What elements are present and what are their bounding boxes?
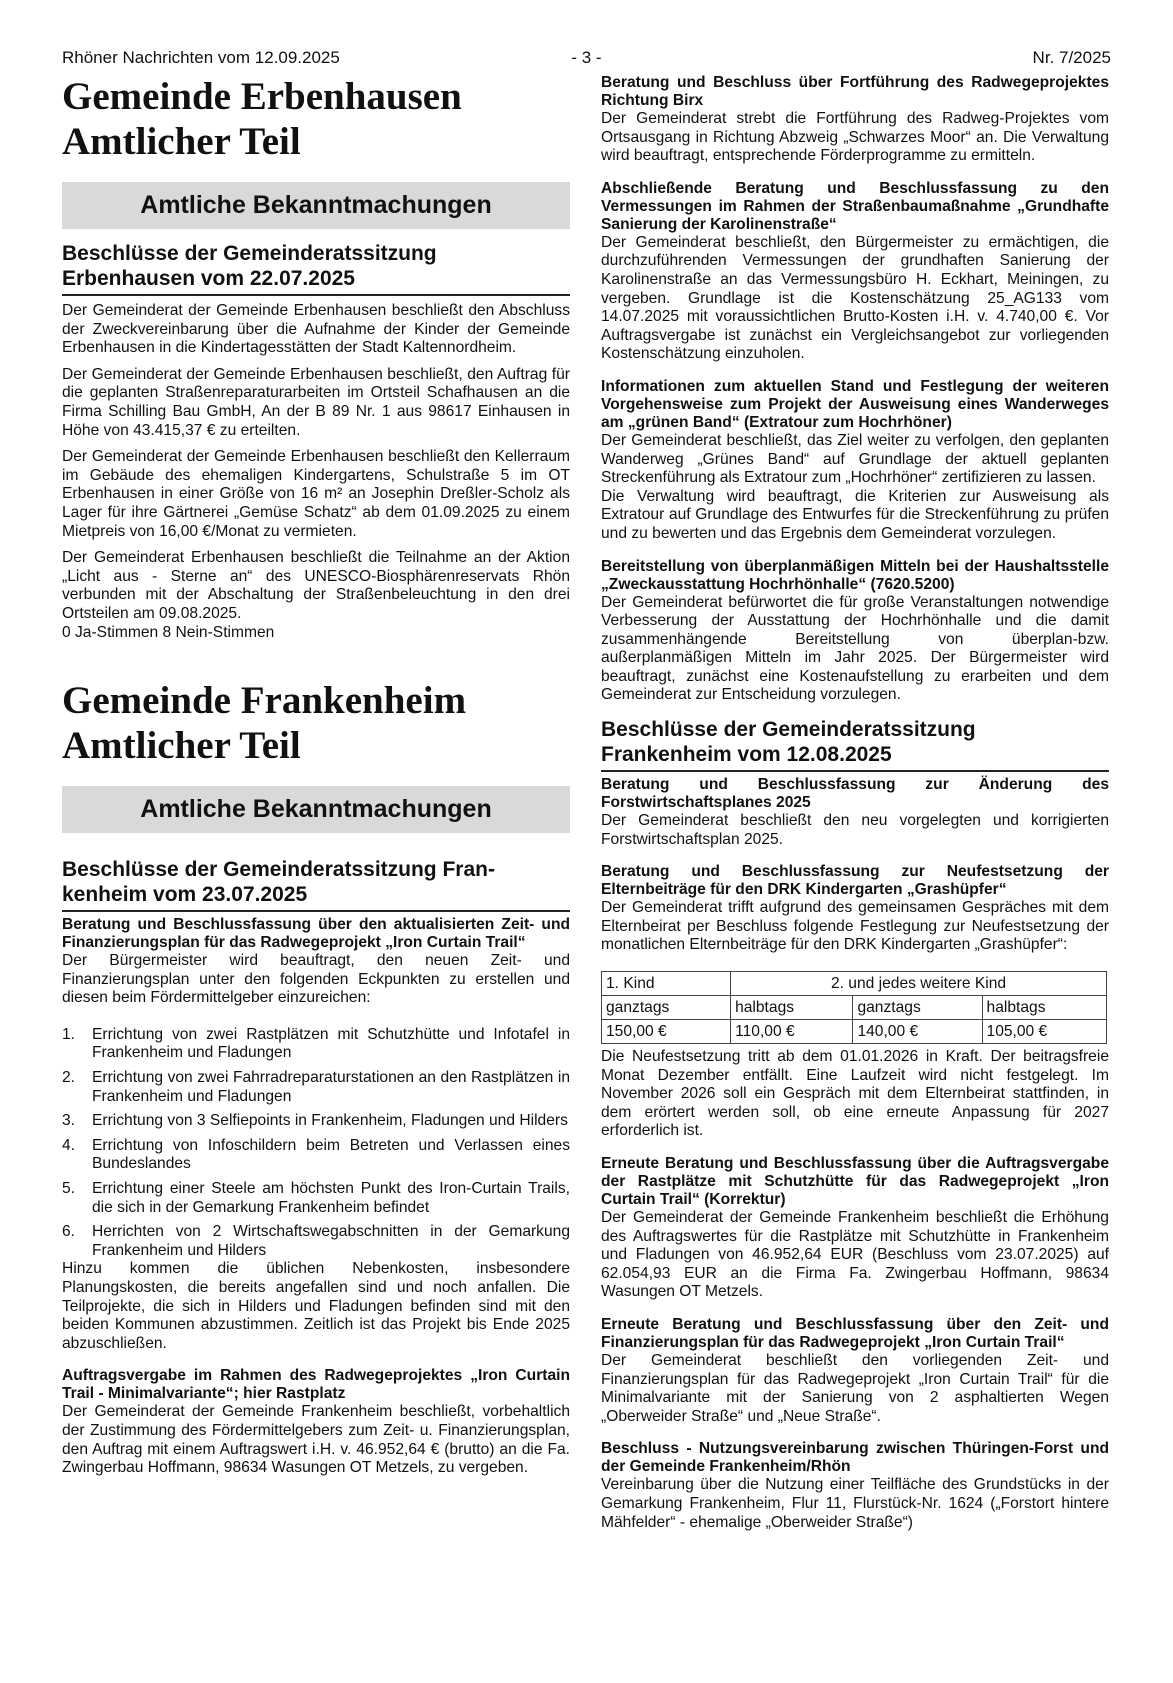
list-number: 6. bbox=[62, 1223, 76, 1241]
list-number: 2. bbox=[62, 1069, 76, 1087]
table-cell: halbtags bbox=[982, 996, 1106, 1020]
table-cell: ganztags bbox=[602, 996, 731, 1020]
section-heading-line: Frankenheim vom 12.08.2025 bbox=[601, 743, 892, 767]
paragraph: Vereinbarung über die Nutzung einer Teilfläche des Grundstücks in der Gemarkung Frankenheim, Flur 11, Flurstück-Nr. 1624 („Forstort hintere Mähfelder“ - ehemalige „Oberweider Straße“) bbox=[601, 1476, 1109, 1531]
section-heading-line: Beschlüsse der Gemeinderatssitzung Fran- bbox=[62, 858, 495, 882]
header-page-number: - 3 - bbox=[571, 48, 602, 67]
list-text: Errichtung von 3 Selfiepoints in Frankenheim, Fladungen und Hilders bbox=[92, 1112, 568, 1130]
erbenhausen-title: Gemeinde Erbenhausen bbox=[62, 75, 462, 118]
table-cell: 1. Kind bbox=[602, 972, 731, 996]
list-text: Errichtung von zwei Rastplätzen mit Schutzhütte und Infotafel in Frankenheim und Fladungen bbox=[92, 1025, 570, 1062]
header-publication: Rhöner Nachrichten vom 12.09.2025 bbox=[62, 48, 340, 67]
table-row bbox=[602, 1020, 1107, 1044]
section-heading-line: Beschlüsse der Gemeinderatssitzung bbox=[62, 242, 437, 265]
item-title: Abschließende Beratung und Beschlussfassung zu den Vermessungen im Rahmen der Straßenbaumaßnahme „Grundhafte Sanierung der Karolinenstraße“ bbox=[601, 179, 1109, 233]
item-title: Beschluss - Nutzungsvereinbarung zwischen Thüringen-Forst und der Gemeinde Frankenheim/Rhön bbox=[601, 1440, 1109, 1476]
table-row bbox=[602, 972, 1107, 996]
frankenheim-subtitle: Amtlicher Teil bbox=[62, 724, 301, 768]
paragraph: Der Gemeinderat Erbenhausen beschließt die Teilnahme an der Aktion „Licht aus - Sterne an“ des UNESCO-Biosphärenreservats Rhön verbunden mit der Abschaltung der Straßenbeleuchtung in den drei Ortsteilen am 09.08.2025. bbox=[62, 549, 570, 622]
table-cell: 110,00 € bbox=[731, 1020, 853, 1044]
item-title: Beratung und Beschluss über Fortführung des Radwegeprojektes Richtung Birx bbox=[601, 74, 1109, 109]
table-cell: 140,00 € bbox=[853, 1020, 982, 1044]
paragraph: Der Gemeinderat befürwortet die für große Veranstaltungen notwendige Verbesserung der Ausstattung der Hochrhönhalle und die damit zusammenhängende Bereitstellung von überplan-bzw. außerplanmäßigen Mitteln im Jahr 2025. Der Bürgermeister wird beauftragt, zunächst eine Kostenaufstellung zu erarbeiten und dem Gemeinderat zur Entscheidung vorzulegen. bbox=[601, 593, 1109, 704]
list-text: Errichtung einer Steele am höchsten Punkt des Iron-Curtain Trails, die sich in der Gemarkung Frankenheim befindet bbox=[92, 1180, 570, 1216]
paragraph: Der Gemeinderat beschließt den vorliegenden Zeit- und Finanzierungsplan für das Radwegeprojekt „Iron Curtain Trail“ für die Minimalvariante mit der Sanierung von 2 asphaltierten Wegen „Oberweider Straße“ und „Neue Straße“. bbox=[601, 1351, 1109, 1425]
paragraph: Der Gemeinderat der Gemeinde Erbenhausen beschließt, den Auftrag für die geplanten Straßenreparaturarbeiten im Ortsteil Schafhausen an die Firma Schilling Bau GmbH, An der B 89 Nr. 1 aus 98617 Einhausen in Höhe von 43.415,37 € zu erteilten. bbox=[62, 365, 570, 439]
section-heading-line: kenheim vom 23.07.2025 bbox=[62, 883, 308, 907]
list-number: 4. bbox=[62, 1136, 76, 1154]
section-heading-line: Erbenhausen vom 22.07.2025 bbox=[62, 267, 355, 290]
table-cell: 105,00 € bbox=[982, 1020, 1106, 1044]
frankenheim-title: Gemeinde Frankenheim bbox=[62, 679, 467, 723]
table-cell: 2. und jedes weitere Kind bbox=[731, 972, 1107, 996]
header-issue: Nr. 7/2025 bbox=[1032, 48, 1111, 67]
list-number: 1. bbox=[62, 1025, 76, 1043]
paragraph: Die Verwaltung wird beauftragt, die Kriterien zur Ausweisung als Extratour auf Grundlage des Entwurfes für die Streckenführung zu prüfen und zu bewerten und das Ergebnis dem Gemeinderat vorzulegen. bbox=[601, 487, 1109, 542]
table-cell: 150,00 € bbox=[602, 1020, 731, 1044]
list-text: Errichtung von zwei Fahrradreparaturstationen an den Rastplätzen in Frankenheim und Fladungen bbox=[92, 1069, 570, 1105]
table-cell: ganztags bbox=[853, 996, 982, 1020]
paragraph: Der Gemeinderat trifft aufgrund des gemeinsamen Gespräches mit dem Elternbeirat per Beschluss folgende Festlegung zur Neufestsetzung der monatlichen Elternbeiträge für den DRK Kindergarten „Grashüpfer“: bbox=[601, 899, 1109, 954]
item-title: Bereitstellung von überplanmäßigen Mitteln bei der Haushaltsstelle „Zweckausstattung Hochrhönhalle“ (7620.5200) bbox=[601, 557, 1109, 593]
section-heading bbox=[62, 241, 570, 296]
paragraph: Der Gemeinderat beschließt, das Ziel weiter zu verfolgen, den geplanten Wanderweg „Grünes Band“ auf Grundlage der aktuell geplanten Streckenführung als Extratour zum „Hochrhöner“ zertifizieren zu lassen. bbox=[601, 431, 1109, 487]
list-item bbox=[62, 1069, 570, 1106]
item-title: Beratung und Beschlussfassung zur Änderung des Forstwirtschaftsplanes 2025 bbox=[601, 776, 1109, 812]
paragraph: Die Neufestsetzung tritt ab dem 01.01.2026 in Kraft. Der beitragsfreie Monat Dezember entfällt. Eine Laufzeit wird nicht festgelegt. Im November 2026 soll ein Gespräch mit dem Elternbeirat stattfinden, in dem erörtert werden soll, ob eine erneute Anpassung für 2027 erforderlich ist. bbox=[601, 1048, 1109, 1140]
item-title: Beratung und Beschlussfassung zur Neufestsetzung der Elternbeiträge für den DRK Kindergarten „Grashüpfer“ bbox=[601, 863, 1109, 899]
table-row bbox=[602, 996, 1107, 1020]
list-item bbox=[62, 1112, 570, 1131]
list-item bbox=[62, 1180, 570, 1217]
paragraph: Der Gemeinderat strebt die Fortführung des Radweg-Projektes vom Ortsausgang in Richtung Abzweig „Schwarzes Moor“ an. Die Verwaltung wird beauftragt, entsprechende Förderprogramme zu ermitteln. bbox=[601, 110, 1109, 165]
list-number: 5. bbox=[62, 1180, 76, 1198]
item-title: Auftragsvergabe im Rahmen des Radwegeprojektes „Iron Curtain Trail - Minimalvariante“; hier Rastplatz bbox=[62, 1367, 570, 1403]
vote-result: 0 Ja-Stimmen 8 Nein-Stimmen bbox=[62, 623, 275, 641]
section-heading bbox=[62, 857, 570, 912]
item-title: Erneute Beratung und Beschlussfassung über den Zeit- und Finanzierungsplan für das Radwegeprojekt „Iron Curtain Trail“ bbox=[601, 1315, 1109, 1351]
paragraph: Der Gemeinderat der Gemeinde Erbenhausen beschließt den Kellerraum im Gebäude des ehemaligen Kindergartens, Schulstraße 5 im OT Erbenhausen in einer Größe von 16 m² an Josephin Dreßler-Scholz als Lager für ihre Gärtnerei „Gemüse Schatz“ ab dem 01.09.2025 zu einem Mietpreis von 16,00 €/Monat zu vermieten. bbox=[62, 448, 570, 540]
paragraph: Der Gemeinderat beschließt den neu vorgelegten und korrigierten Forstwirtschaftsplan 2025. bbox=[601, 812, 1109, 848]
item-title: Erneute Beratung und Beschlussfassung über die Auftragsvergabe der Rastplätze mit Schutzhütte für das Radwegeprojekt „Iron Curtain Trail“ (Korrektur) bbox=[601, 1155, 1109, 1208]
left-column bbox=[62, 74, 570, 1478]
list-text: Herrichten von 2 Wirtschaftswegabschnitten in der Gemarkung Frankenheim und Hilders bbox=[92, 1223, 570, 1259]
item-title: Informationen zum aktuellen Stand und Festlegung der weiteren Vorgehensweise zum Projekt der Ausweisung eines Wanderweges am „grünen Band“ (Extratour zum Hochrhöner) bbox=[601, 377, 1109, 431]
section-heading bbox=[601, 717, 1109, 772]
paragraph: Hinzu kommen die üblichen Nebenkosten, insbesondere Planungskosten, die bereits angefallen sind und noch anfallen. Die Teilprojekte, die sich in Hilders und Fladungen befinden sind mit den beiden Kommunen abzustimmen. Zeitlich ist das Projekt bis Ende 2025 abzuschließen. bbox=[62, 1260, 570, 1352]
paragraph: Der Gemeinderat der Gemeinde Frankenheim beschließt, vorbehaltlich der Zustimmung des Fördermittelgebers zum Zeit- u. Finanzierungsplan, den Auftrag mit einem Auftragswert i.H. v. 46.952,64 € (brutto) an die Fa. Zwingerbau Hoffmann, 98634 Wasungen OT Metzels, zu vergeben. bbox=[62, 1403, 570, 1477]
paragraph: Der Gemeinderat beschließt, den Bürgermeister zu ermächtigen, die durchzuführenden Vermessungen der grundhaften Sanierung der Karolinenstraße an das Vermessungsbüro H. Eckhart, Meiningen, zu vergeben. Grundlage ist die Kostenschätzung 25_AG133 vom 14.07.2025 mit voraussichtlichen Brutto-Kosten i.H. v. 4.740,00 €. Vor Auftragsvergabe ist zunächst ein Vergleichsangebot zur vorliegenden Kostenschätzung einzuholen. bbox=[601, 233, 1109, 363]
paragraph: Der Gemeinderat der Gemeinde Erbenhausen beschließt den Abschluss der Zweckvereinbarung über die Aufnahme der Kinder der Gemeinde Erbenhausen in die Kindertagesstätten der Stadt Kaltennordheim. bbox=[62, 302, 570, 357]
section-bar: Amtliche Bekanntmachungen bbox=[62, 786, 570, 833]
page-header bbox=[62, 48, 1111, 70]
paragraph: Der Bürgermeister wird beauftragt, den neuen Zeit- und Finanzierungsplan unter den folgenden Eckpunkten zu erstellen und diesen beim Fördermittelgeber einzureichen: bbox=[62, 952, 570, 1007]
list-item bbox=[62, 1026, 570, 1063]
list-number: 3. bbox=[62, 1112, 76, 1130]
section-bar: Amtliche Bekanntmachungen bbox=[62, 182, 570, 229]
table-cell: halbtags bbox=[731, 996, 853, 1020]
paragraph: Der Gemeinderat der Gemeinde Frankenheim beschließt die Erhöhung des Auftragswertes für die Rastplätze mit Schutzhütte in Frankenheim und Fladungen von 46.952,64 EUR (Beschluss vom 23.07.2025) auf 62.054,93 EUR an die Firma Fa. Zwingerbau Hoffmann, 98634 Wasungen OT Metzels. bbox=[601, 1209, 1109, 1301]
section-heading-line: Beschlüsse der Gemeinderatssitzung bbox=[601, 718, 976, 742]
item-title: Beratung und Beschlussfassung über den aktualisierten Zeit- und Finanzierungsplan für das Radwegeprojekt „Iron Curtain Trail“ bbox=[62, 916, 570, 952]
list-item bbox=[62, 1223, 570, 1260]
list-text: Errichtung von Infoschildern beim Betreten und Verlassen eines Bundeslandes bbox=[92, 1136, 570, 1173]
project-list bbox=[62, 1026, 570, 1261]
fee-table bbox=[601, 971, 1107, 1044]
erbenhausen-subtitle: Amtlicher Teil bbox=[62, 120, 301, 163]
list-item bbox=[62, 1137, 570, 1174]
right-column bbox=[601, 74, 1109, 1532]
